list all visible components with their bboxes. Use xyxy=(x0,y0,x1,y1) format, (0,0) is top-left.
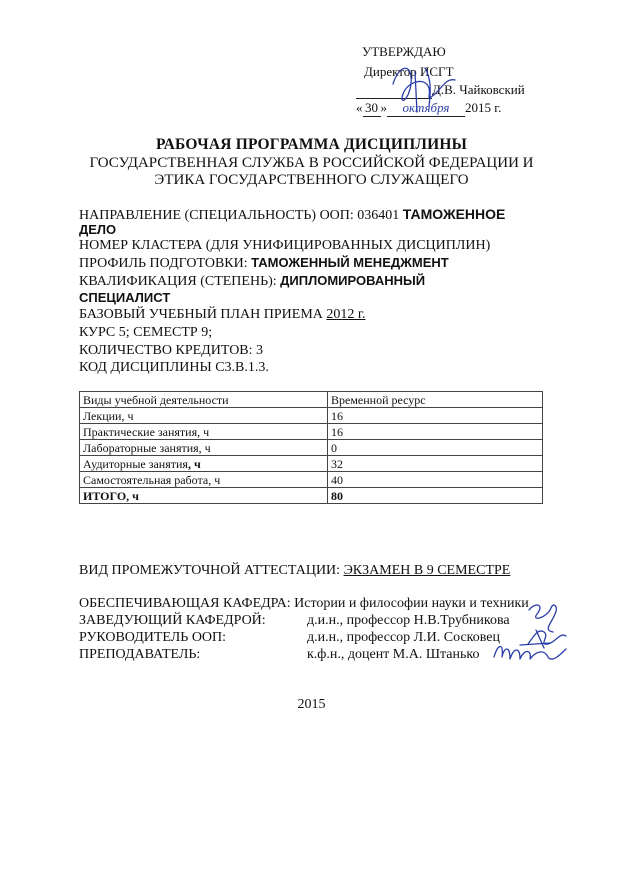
activity-hours: 16 xyxy=(328,408,543,424)
teacher-signature xyxy=(490,637,574,667)
activity-hours: 32 xyxy=(328,456,543,472)
qualification-line: КВАЛИФИКАЦИЯ (СТЕПЕНЬ): ДИПЛОМИРОВАННЫЙ xyxy=(79,273,426,289)
approval-name: Д.В. Чайковский xyxy=(432,82,525,97)
total-label: ИТОГО, ч xyxy=(80,488,328,504)
activity-hours: 0 xyxy=(328,440,543,456)
approval-position: Директор ИСГТ xyxy=(364,64,454,79)
approval-date: « 30 » октября 2015 г. xyxy=(356,100,502,115)
profile-line: ПРОФИЛЬ ПОДГОТОВКИ: ТАМОЖЕННЫЙ МЕНЕДЖМЕНТ xyxy=(79,255,449,271)
table-row xyxy=(80,424,543,440)
teacher-label: ПРЕПОДАВАТЕЛЬ: xyxy=(79,647,201,662)
activity-hours: 16 xyxy=(328,424,543,440)
director-signature xyxy=(385,54,475,118)
document-title: РАБОЧАЯ ПРОГРАММА ДИСЦИПЛИНЫ xyxy=(155,136,468,153)
plan-line: БАЗОВЫЙ УЧЕБНЫЙ ПЛАН ПРИЕМА 2012 г. xyxy=(79,307,366,322)
activity-label: Лекции, ч xyxy=(80,408,328,424)
activity-label: Аудиторные занятия, ч xyxy=(80,456,328,472)
table-header-cell: Временной ресурс xyxy=(328,392,543,408)
plan-year: 2012 г. xyxy=(326,307,366,322)
table-row xyxy=(80,408,543,424)
attestation-line: ВИД ПРОМЕЖУТОЧНОЙ АТТЕСТАЦИИ: ЭКЗАМЕН В 9 СЕМЕСТРЕ xyxy=(79,563,511,578)
credits-line: КОЛИЧЕСТВО КРЕДИТОВ: 3 xyxy=(79,343,264,358)
approval-date-day: 30 xyxy=(363,100,381,117)
code-line: КОД ДИСЦИПЛИНЫ С3.В.1.3. xyxy=(79,360,269,375)
table-row xyxy=(80,440,543,456)
activity-label: Самостоятельная работа, ч xyxy=(80,472,328,488)
approval-heading: УТВЕРЖДАЮ xyxy=(362,44,446,59)
hours-table xyxy=(79,391,543,504)
table-row xyxy=(80,456,543,472)
total-hours: 80 xyxy=(328,488,543,504)
table-row xyxy=(80,472,543,488)
approval-date-year: 2015 г. xyxy=(465,100,502,115)
course-line: КУРС 5; СЕМЕСТР 9; xyxy=(79,325,213,340)
direction-line: НАПРАВЛЕНИЕ (СПЕЦИАЛЬНОСТЬ) ООП: 036401 ТАМОЖЕННОЕ xyxy=(79,206,506,223)
discipline-name-line-2: ЭТИКА ГОСУДАРСТВЕННОГО СЛУЖАЩЕГО xyxy=(154,172,469,188)
activity-label: Лабораторные занятия, ч xyxy=(80,440,328,456)
head-value: д.и.н., профессор Н.В.Трубникова xyxy=(307,613,510,628)
teacher-value: к.ф.н., доцент М.А. Штанько xyxy=(307,647,480,662)
department-line: ОБЕСПЕЧИВАЮЩАЯ КАФЕДРА: Истории и философии науки и техники xyxy=(79,596,529,611)
direction-value: ТАМОЖЕННОЕ xyxy=(402,206,506,222)
table-header-row xyxy=(80,392,543,408)
document-year: 2015 xyxy=(297,697,326,712)
direction-value-cont: ДЕЛО xyxy=(79,222,117,237)
head-label: ЗАВЕДУЮЩИЙ КАФЕДРОЙ: xyxy=(79,613,266,628)
department-value: Истории и философии науки и техники xyxy=(294,596,529,611)
table-header-cell: Виды учебной деятельности xyxy=(80,392,328,408)
attestation-value: ЭКЗАМЕН В 9 СЕМЕСТРЕ xyxy=(343,563,511,578)
lead-value: д.и.н., профессор Л.И. Сосковец xyxy=(307,630,500,645)
qualification-value-cont: СПЕЦИАЛИСТ xyxy=(79,290,171,305)
cluster-line: НОМЕР КЛАСТЕРА (ДЛЯ УНИФИЦИРОВАННЫХ ДИСЦИПЛИН) xyxy=(79,238,491,253)
qualification-value: ДИПЛОМИРОВАННЫЙ xyxy=(280,273,426,288)
profile-value: ТАМОЖЕННЫЙ МЕНЕДЖМЕНТ xyxy=(251,255,449,270)
activity-label: Практические занятия, ч xyxy=(80,424,328,440)
discipline-name-line-1: ГОСУДАРСТВЕННАЯ СЛУЖБА В РОССИЙСКОЙ ФЕДЕРАЦИИ И xyxy=(89,155,534,171)
activity-hours: 40 xyxy=(328,472,543,488)
approval-date-month: октября xyxy=(387,100,465,117)
table-total-row xyxy=(80,488,543,504)
lead-label: РУКОВОДИТЕЛЬ ООП: xyxy=(79,630,227,645)
